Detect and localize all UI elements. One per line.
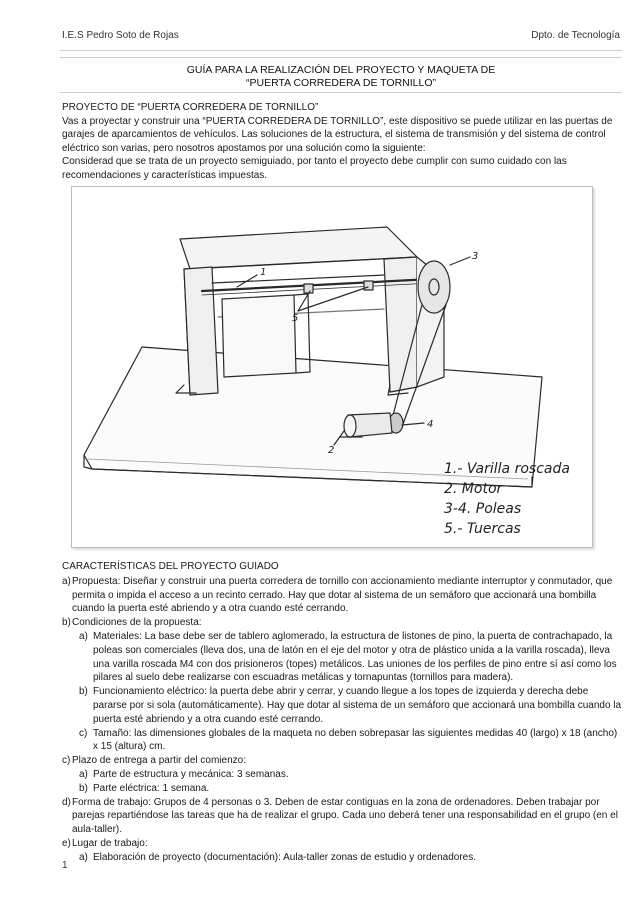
spec-b-marker: b) bbox=[62, 617, 71, 629]
header-rule-top bbox=[60, 50, 622, 51]
legend-line-1: 1.- Varilla roscada bbox=[444, 461, 570, 477]
header-rule-bottom bbox=[60, 57, 622, 58]
spec-c-item-a-marker: a) bbox=[79, 768, 88, 780]
legend-line-2: 2. Motor bbox=[444, 481, 503, 497]
intro-paragraph-1: Vas a proyectar y construir una “PUERTA CORREDERA DE TORNILLO”, este dispositivo se puede utilizar en las puertas de garajes de aparcamientos de vehículos. Las soluciones de la estructura, el sistema de transmisión y del sistema de control eléctrico son varias, pero nosotros apostamos por una solución como la siguiente: bbox=[62, 115, 613, 154]
title-rule bbox=[60, 92, 622, 93]
intro-paragraph-2: Considerad que se trata de un proyecto semiguiado, por tanto el proyecto debe cumplir con sumo cuidado con las recomendaciones y características impuestas. bbox=[62, 156, 567, 181]
spec-e-marker: e) bbox=[62, 837, 71, 849]
callout-4: 4 bbox=[427, 419, 434, 430]
spec-c-item-b bbox=[72, 782, 622, 796]
document-title bbox=[60, 64, 622, 90]
spec-b-item-c bbox=[72, 727, 622, 755]
intro-heading: PROYECTO DE “PUERTA CORREDERA DE TORNILLO” bbox=[62, 102, 319, 113]
spec-b-item-c-text: Tamaño: las dimensiones globales de la maqueta no deben sobrepasar las siguientes medidas 40 (largo) x 18 (ancho) x 15 (altura) cm. bbox=[93, 727, 618, 753]
callout-5: 5 bbox=[292, 313, 299, 324]
header-school: I.E.S Pedro Soto de Rojas bbox=[62, 30, 179, 41]
spec-e-text: Lugar de trabajo: bbox=[72, 837, 148, 849]
spec-b bbox=[62, 616, 622, 630]
spec-c-item-a-text: Parte de estructura y mecánica: 3 semanas. bbox=[93, 768, 289, 780]
intro-section bbox=[62, 101, 620, 183]
title-line-1: GUÍA PARA LA REALIZACIÓN DEL PROYECTO Y MAQUETA DE bbox=[186, 64, 496, 76]
spec-b-item-a-marker: a) bbox=[79, 630, 88, 642]
spec-c-text: Plazo de entrega a partir del comienzo: bbox=[72, 755, 246, 767]
specs-section bbox=[62, 560, 622, 865]
project-sketch bbox=[71, 186, 593, 548]
callout-2: 2 bbox=[328, 445, 335, 456]
spec-b-item-a bbox=[72, 630, 622, 685]
spec-c-item-b-marker: b) bbox=[79, 782, 88, 794]
spec-b-text: Condiciones de la propuesta: bbox=[72, 617, 202, 629]
spec-c-item-a bbox=[72, 768, 622, 782]
spec-c bbox=[62, 754, 622, 768]
sketch-drawing bbox=[72, 187, 592, 547]
spec-d bbox=[62, 796, 622, 837]
spec-d-text: Forma de trabajo: Grupos de 4 personas o 3. Deben de estar contiguas en la zona de ordenadores. Deben trabajar por parejas repartiéndose las tareas que ha de realizar el grupo. Cada uno deberá tener una responsabilidad en el grupo (en el aula-taller). bbox=[72, 796, 618, 836]
header-department: Dpto. de Tecnología bbox=[531, 30, 620, 41]
spec-a bbox=[62, 575, 622, 616]
spec-a-text: Propuesta: Diseñar y construir una puerta corredera de tornillo con accionamiento mediante interruptor y conmutador, que permita o impida el acceso a un recinto cerrado. Hay que dotar al sistema de un semáforo que accionará una bombilla cuando la puerta esté abriendo y a otra cuando esté cerrando. bbox=[72, 575, 613, 615]
spec-c-item-b-text: Parte eléctrica: 1 semana. bbox=[93, 782, 210, 794]
spec-d-marker: d) bbox=[62, 796, 71, 808]
legend-line-3: 3-4. Poleas bbox=[444, 501, 522, 517]
callout-3: 3 bbox=[472, 251, 479, 262]
specs-title: CARACTERÍSTICAS DEL PROYECTO GUIADO bbox=[62, 561, 279, 572]
spec-e-item-a bbox=[72, 851, 622, 865]
spec-e bbox=[62, 837, 622, 851]
spec-e-item-a-marker: a) bbox=[79, 851, 88, 863]
spec-b-item-a-text: Materiales: La base debe ser de tablero aglomerado, la estructura de listones de pino, la puerta de contrachapado, la poleas son comerciales (lleva dos, una de latón en el eje del motor y otra de plástico unida a la varilla roscada), lleva una varilla roscada M4 con dos prisioneros (topes) metálicos. Las uniones de los perfiles de pino entre sí así como los pilares al suelo debe realizarse con escuadras metálicas y tornapuntas (tornillos para madera). bbox=[93, 630, 617, 684]
spec-a-marker: a) bbox=[62, 575, 71, 587]
legend-line-4: 5.- Tuercas bbox=[444, 521, 521, 537]
spec-e-item-a-text: Elaboración de proyecto (documentación): Aula-taller zonas de estudio y ordenadores. bbox=[93, 851, 477, 863]
page-number: 1 bbox=[62, 860, 68, 871]
title-line-2: “PUERTA CORREDERA DE TORNILLO” bbox=[245, 77, 436, 89]
callout-1: 1 bbox=[260, 267, 267, 278]
spec-b-item-b bbox=[72, 685, 622, 726]
page-header bbox=[62, 30, 620, 44]
spec-c-marker: c) bbox=[62, 755, 71, 767]
spec-b-item-c-marker: c) bbox=[79, 727, 88, 739]
spec-b-item-b-text: Funcionamiento eléctrico: la puerta debe abrir y cerrar, y cuando llegue a los topes de izquierda y derecha debe pararse por si sola (automáticamente). Hay que dotar al sistema de un semáforo que accionará una bombilla cuando la puerta esté abriendo y a otra cuando esté cerrando. bbox=[93, 686, 622, 725]
spec-b-item-b-marker: b) bbox=[79, 686, 88, 698]
